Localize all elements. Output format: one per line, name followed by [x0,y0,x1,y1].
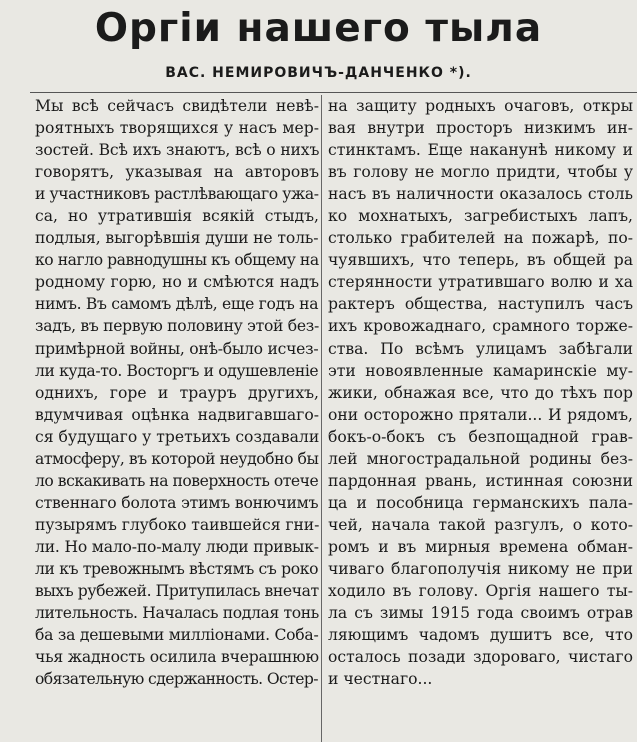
text-line: ихъ кровожаднаго, срамного торже- [328,317,633,336]
text-line: однихъ, горе и трауръ другихъ, [35,383,319,402]
text-line: ства. По всѣмъ улицамъ забѣгали [328,339,633,358]
text-line: выхъ рубежей. Притупилась внечат [35,582,319,601]
text-line: лительность. Началась подлая тонь [35,604,319,623]
text-line: ко мохнатыхъ, загребистыхъ лапъ, [328,207,633,226]
text-line: осталось позади здороваго, чистаго [328,648,633,667]
header-rule [30,92,637,93]
text-line: зостей. Всѣ ихъ знаютъ, всѣ о нихъ [35,141,319,160]
right-column [328,95,633,690]
text-line: ли куда-то. Восторгъ и одушевленіе [35,361,319,380]
text-line: ба за дешевыми милліонами. Соба- [35,626,319,645]
text-line: пардонная рвань, истинная союзни [328,471,633,490]
text-line: въ голову не могло придти, чтобы у [328,163,633,182]
text-line: ли къ тревожнымъ вѣстямъ съ роко [35,559,319,578]
text-line: стинктамъ. Еще наканунѣ никому и [328,141,633,160]
text-line: чиваго благополучія никому не при [328,559,633,578]
text-line: чуявшихъ, что теперь, въ общей ра [328,251,633,270]
text-line: и участниковъ растлѣвающаго ужа- [35,185,319,204]
text-line: бокъ-о-бокъ съ безпощадной грав- [328,427,633,446]
text-line: и честнаго... [328,670,433,689]
author-byline: ВАС. НЕМИРОВИЧЪ-ДАНЧЕНКО *). [165,65,472,81]
text-line: столько грабителей на пожарѣ, по- [328,229,633,248]
text-line: примѣрной войны, онѣ-было исчез- [35,339,319,358]
text-line: ся будущаго у третьихъ создавали [35,427,319,446]
text-line: задъ, въ первую половину этой без- [35,317,319,336]
column-divider [321,95,322,742]
text-line: вдумчивая оцѣнка надвигавшаго- [35,405,319,424]
text-line: пузырямъ глубоко таившейся гни- [35,515,319,534]
text-line: насъ въ наличности оказалось столь [328,185,633,204]
text-line: стерянности утратившаго волю и ха [328,273,633,292]
text-line: нимъ. Въ самомъ дѣлѣ, еще годъ на [35,295,319,314]
text-line: ромъ и въ мирныя времена обман- [328,537,633,556]
text-line: говорятъ, указывая на авторовъ [35,163,319,182]
text-line: лей многострадальной родины без- [328,449,633,468]
text-line: родному горю, но и смѣются надъ [35,273,319,292]
text-line: чей, начала такой разгулъ, о кото- [328,515,633,534]
text-line: роятныхъ творящихся у насъ мер- [35,119,319,138]
text-line: Мы всѣ сейчасъ свидѣтели невѣ- [35,97,319,115]
text-line: вая внутри просторъ низкимъ ин- [328,119,633,138]
text-line: ходило въ голову. Оргія нашего ты- [328,582,633,601]
text-line: са, но утратившія всякій стыдъ, [35,207,319,226]
text-line: ко нагло равнодушны къ общему на [35,251,319,270]
text-line: эти новоявленные камаринскіе му- [328,361,633,380]
text-line: обязательную сдержанность. Остер- [35,670,318,689]
text-line: жики, обнажая все, что до тѣхъ пор [328,383,633,402]
text-line: ца и пособница германскихъ пала- [328,493,633,512]
text-line: ло вскакивать на поверхность отече [35,471,319,490]
text-line: ла съ зимы 1915 года своимъ отрав [328,604,633,623]
left-column [35,95,319,690]
text-line: подлыя, выгорѣвшія души не толь- [35,229,319,248]
text-line: чья жадность осилила вчерашнюю [35,648,319,667]
text-line: атмосферу, въ которой неудобно бы [35,449,319,468]
article-title: Оргіи нашего тыла [94,6,543,51]
text-line: ляющимъ чадомъ душитъ все, что [328,626,633,645]
text-line: ственнаго болота этимъ вонючимъ [35,493,319,512]
text-line: на защиту родныхъ очаговъ, откры [328,97,633,115]
text-line: рактеръ общества, наступилъ часъ [328,295,633,314]
text-line: они осторожно прятали... И рядомъ, [328,405,633,424]
text-line: ли. Но мало-по-малу люди привык- [35,537,319,556]
